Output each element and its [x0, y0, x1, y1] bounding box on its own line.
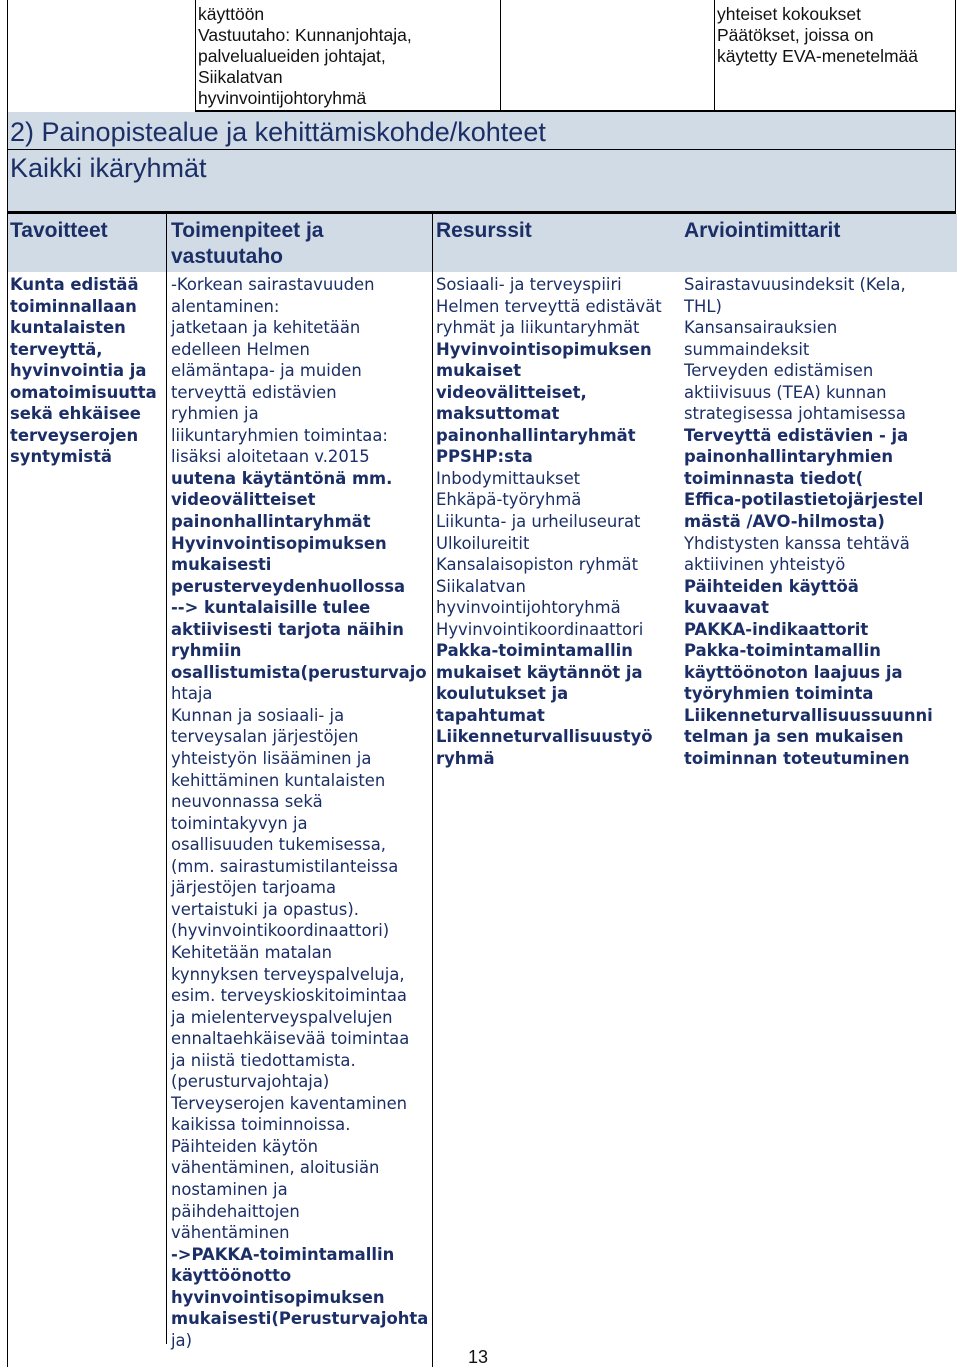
column-tavoitteet [10, 274, 160, 468]
cell-text-line: mukaisesti(Perusturvajohta [171, 1309, 429, 1329]
cell-text-line: Päihteiden käyttöä [684, 576, 859, 596]
cell-text-line: järjestöjen tarjoama [171, 878, 337, 898]
cell-text-line: painonhallintaryhmät [436, 425, 636, 445]
cell-text-line: mukaiset käytännöt ja [436, 662, 643, 682]
cell-text-line: Kansalaisopiston ryhmät [436, 555, 639, 575]
cell-text-line: videovälitteiset, [436, 382, 587, 402]
cell-text-line: kuntalaisten [10, 318, 126, 338]
cell-text-line: kuvaavat [684, 598, 769, 618]
cell-text-line: esim. terveyskioskitoimintaa [171, 986, 407, 1006]
continuation-cell-empty [7, 0, 196, 112]
cell-text-line: terveyttä edistävien [171, 382, 337, 402]
cell-text-line: vähentäminen [171, 1223, 290, 1243]
cell-text-line: sekä ehkäisee [10, 404, 141, 424]
cell-text-line: (mm. sairastumistilanteissa [171, 856, 399, 876]
cell-text-line: syntymistä [10, 447, 112, 467]
cell-text-line: Liikenneturvallisuussuunni [684, 705, 933, 725]
cell-text-line: työryhmien toiminta [684, 684, 874, 704]
cell-text-line: Sosiaali- ja terveyspiiri [436, 275, 622, 294]
cell-text-line: Päihteiden käytön [171, 1136, 319, 1156]
header-arviointimittarit: Arviointimittarit [684, 219, 841, 242]
cell-text-line: ryhmät ja liikuntaryhmät [436, 318, 640, 338]
cell-text-line: aktiivinen yhteistyö [684, 555, 846, 575]
cell-text-line: perusterveydenhuollossa [171, 576, 406, 596]
cell-text-line: ryhmiin [171, 641, 242, 661]
cell-text-line: uutena käytäntönä mm. [171, 468, 393, 488]
section-divider [8, 149, 955, 150]
cell-text-line: ja mielenterveyspalvelujen [171, 1007, 393, 1027]
cell-text-line: alentaminen: [171, 296, 280, 316]
cell-text-line: aktiivisesti tarjota näihin [171, 619, 404, 639]
header-tavoitteet: Tavoitteet [10, 219, 108, 242]
cell-text-line: Helmen terveyttä edistävät [436, 296, 662, 316]
column-divider [166, 214, 167, 1344]
cell-text-line: Terveyserojen kaventaminen [171, 1093, 408, 1113]
cell-text-line: hyvinvointijohtoryhmä [436, 598, 621, 618]
section-subtitle: Kaikki ikäryhmät [10, 153, 207, 183]
cell-text-line: ryhmien ja [171, 404, 259, 424]
cell-text-line: käyttöönotto [171, 1266, 292, 1286]
cell-text-line: kaikissa toiminnoissa. [171, 1115, 351, 1135]
cell-text-line: toiminnan toteutuminen [684, 749, 910, 769]
continuation-metrics-text: yhteiset kokoukset Päätökset, joissa on käytetty EVA-menetelmää [717, 4, 919, 66]
column-arviointimittarit [684, 274, 960, 770]
column-resurssit [436, 274, 686, 770]
cell-text-line: ja) [171, 1330, 192, 1350]
cell-text-line: omatoimisuutta [10, 382, 157, 402]
cell-text-line: koulutukset ja [436, 684, 569, 704]
cell-text-line: PPSHP:sta [436, 447, 533, 467]
cell-text-line: painonhallintaryhmien [684, 447, 894, 467]
cell-text-line: Terveyden edistämisen [684, 361, 874, 381]
cell-text-line: -Korkean sairastavuuden [171, 275, 375, 294]
cell-text-line: yhteistyön lisääminen ja [171, 749, 372, 769]
cell-text-line: toiminnasta tiedot( [684, 468, 864, 488]
cell-text-line: --> kuntalaisille tulee [171, 598, 371, 618]
continuation-row [7, 0, 956, 112]
cell-text-line: terveyserojen [10, 425, 139, 445]
cell-text-line: edelleen Helmen [171, 339, 310, 359]
cell-text-line: päihdehaittojen [171, 1201, 300, 1221]
cell-text-line: jatketaan ja kehitetään [171, 318, 361, 338]
cell-text-line: Kunnan ja sosiaali- ja [171, 705, 345, 725]
cell-text-line: elämäntapa- ja muiden [171, 361, 362, 381]
cell-text-line: ja niistä tiedottamista. [171, 1050, 356, 1070]
cell-text-line: Kunta edistää [10, 275, 139, 294]
cell-text-line: aktiivisuus (TEA) kunnan [684, 382, 887, 402]
cell-text-line: painonhallintaryhmät [171, 512, 371, 532]
cell-text-line: Hyvinvointisopimuksen [436, 339, 652, 359]
continuation-responsibility-text: käyttöön Vastuutaho: Kunnanjohtaja, palvelualueiden johtajat, Siikalatvan hyvinvointijohtoryhmä [198, 4, 412, 108]
cell-text-line: liikuntaryhmien toimintaa: [171, 425, 388, 445]
cell-text-line: Pakka-toimintamallin [684, 641, 881, 661]
cell-text-line: mukaisesti [171, 555, 272, 575]
cell-text-line: tapahtumat [436, 705, 545, 725]
header-toimenpiteet: Toimenpiteet ja vastuutaho [171, 219, 324, 268]
cell-text-line: Hyvinvointikoordinaattori [436, 619, 644, 639]
cell-text-line: vähentäminen, aloitusiän [171, 1158, 380, 1178]
cell-text-line: Inbodymittaukset [436, 468, 581, 488]
page-number: 13 [468, 1347, 489, 1367]
cell-text-line: Effica-potilastietojärjestel [684, 490, 924, 510]
column-toimenpiteet [171, 274, 433, 1351]
cell-text-line: Liikenneturvallisuustyö [436, 727, 653, 747]
cell-text-line: summaindeksit [684, 339, 810, 359]
cell-text-line: strategisessa johtamisessa [684, 404, 906, 424]
cell-text-line: osallistumista(perusturvajo [171, 662, 427, 682]
cell-text-line: ->PAKKA-toimintamallin [171, 1244, 395, 1264]
header-resurssit: Resurssit [436, 219, 532, 242]
section-header [7, 112, 956, 213]
cell-text-line: käyttöönoton laajuus ja [684, 662, 903, 682]
table-header-row [8, 214, 957, 272]
cell-text-line: hyvinvointia ja [10, 361, 147, 381]
cell-text-line: kynnyksen terveyspalveluja, [171, 964, 405, 984]
cell-text-line: mukaiset [436, 361, 522, 381]
cell-text-line: Sairastavuusindeksit (Kela, [684, 275, 906, 294]
cell-text-line: osallisuuden tukemisessa, [171, 835, 386, 855]
cell-text-line: Ehkäpä-työryhmä [436, 490, 582, 510]
cell-text-line: toimintakyvyn ja [171, 813, 308, 833]
section-title: 2) Painopistealue ja kehittämiskohde/kohteet [10, 117, 546, 147]
cell-text-line: terveysalan järjestöjen [171, 727, 359, 747]
cell-text-line: neuvonnassa sekä [171, 792, 323, 812]
cell-text-line: ennaltaehkäisevää toimintaa [171, 1029, 410, 1049]
cell-text-line: mästä /AVO-hilmosta) [684, 512, 885, 532]
cell-text-line: lisäksi aloitetaan v.2015 [171, 447, 370, 467]
continuation-cell-resources [501, 0, 715, 112]
cell-text-line: Liikunta- ja urheiluseurat [436, 512, 641, 532]
cell-text-line: Siikalatvan [436, 576, 526, 596]
cell-text-line: telman ja sen mukaisen [684, 727, 904, 747]
cell-text-line: (perusturvajohtaja) [171, 1072, 330, 1092]
cell-text-line: PAKKA-indikaattorit [684, 619, 869, 639]
cell-text-line: Terveyttä edistävien - ja [684, 425, 909, 445]
cell-text-line: ryhmä [436, 749, 495, 769]
cell-text-line: videovälitteiset [171, 490, 316, 510]
cell-text-line: kehittäminen kuntalaisten [171, 770, 386, 790]
cell-text-line: Yhdistysten kanssa tehtävä [684, 533, 910, 553]
cell-text-line: Hyvinvointisopimuksen [171, 533, 387, 553]
cell-text-line: THL) [684, 296, 722, 316]
cell-text-line: hyvinvointisopimuksen [171, 1287, 385, 1307]
plan-table [7, 214, 956, 1367]
cell-text-line: vertaistuki ja opastus). [171, 899, 359, 919]
cell-text-line: htaja [171, 684, 213, 704]
cell-text-line: terveyttä, [10, 339, 103, 359]
continuation-cell-responsibility [196, 0, 501, 112]
cell-text-line: Kansansairauksien [684, 318, 838, 338]
continuation-cell-metrics [715, 0, 956, 112]
cell-text-line: toiminnallaan [10, 296, 137, 316]
cell-text-line: (hyvinvointikoordinaattori) [171, 921, 390, 941]
cell-text-line: Pakka-toimintamallin [436, 641, 633, 661]
cell-text-line: nostaminen ja [171, 1179, 288, 1199]
cell-text-line: Ulkoilureitit [436, 533, 530, 553]
cell-text-line: maksuttomat [436, 404, 560, 424]
cell-text-line: Kehitetään matalan [171, 942, 333, 962]
